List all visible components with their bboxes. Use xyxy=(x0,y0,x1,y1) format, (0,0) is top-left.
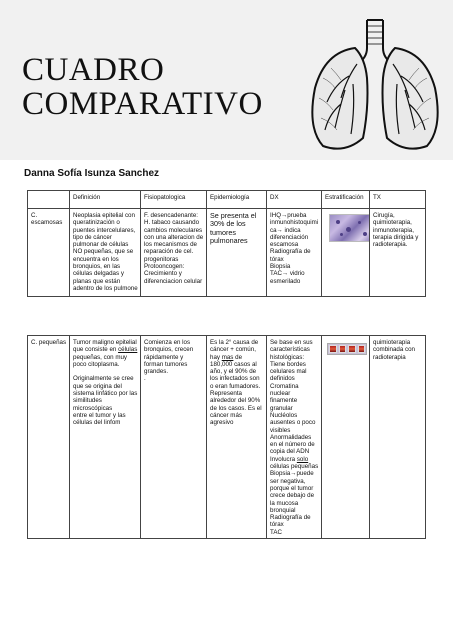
histology-image xyxy=(329,214,370,242)
author-name: Danna Sofía Isunza Sanchez xyxy=(24,168,160,179)
cell-estratificacion xyxy=(322,209,370,297)
definicion-part-b: pequeñas, con muy poco citoplasma. Originalmente se cree que se origina del sistema linfático por las similitudes microscópicas entre el tumor y las células del linfom xyxy=(73,353,138,427)
header-tx: TX xyxy=(370,191,426,209)
comparison-table-2 xyxy=(27,335,426,539)
histology-image xyxy=(327,343,367,355)
header-cell xyxy=(28,191,70,209)
header-dx: DX xyxy=(267,191,322,209)
tx-text: Cirugía, quimioterapia, inmunoterapia, terapia dirigida y radioterapia. xyxy=(373,212,419,249)
epidemiologia-text xyxy=(210,339,264,427)
definicion-text: Neoplasia epitelial con queratinización o puentes intercelulares, tipo de cáncer pulmonar de células NO pequeñas, que se encuentra en los bronquios, en las células delgadas y planas que están adentro de los pulmone xyxy=(73,212,138,292)
comparison-table-1 xyxy=(27,190,426,297)
header-epidemiologia: Epidemiología xyxy=(207,191,267,209)
definicion-part-a: Tumor maligno epitelial que consiste en xyxy=(73,339,137,354)
header-banner xyxy=(0,0,453,160)
page-title xyxy=(22,53,263,121)
epidemiologia-text: Se presenta el 30% de los tumores pulmonares xyxy=(210,211,257,246)
table-header-row xyxy=(28,191,426,209)
cell-epidemiologia xyxy=(207,209,267,297)
title-line-1: CUADRO xyxy=(22,52,165,88)
row-name: C. pequeñas xyxy=(28,336,70,539)
dx-part-b: células pequeñas Biopsia→puede ser negativa, porque el tumor crece debajo de la mucosa bronquial Radiografía de tórax TAC xyxy=(270,463,319,536)
dx-text: IHQ→prueba inmunohistoquimica→ indica diferenciación escamosa Radiografía de tórax Biopsia TAC→ vidrio esmerilado xyxy=(270,212,319,285)
cell-epidemiologia xyxy=(207,336,267,539)
fisiopatologia-text: Comienza en los bronquios, crecen rápidamente y forman tumores grandes. . xyxy=(144,339,194,383)
cell-dx xyxy=(267,209,322,297)
epidemiologia-part-b: de 180,000 casos al año, y el 90% de los infectados son o eran fumadores. Representa alrededor del 90% de los casos. Es el cáncer más agresivo xyxy=(210,353,262,427)
definicion-text xyxy=(73,339,138,427)
cell-definicion xyxy=(70,336,141,539)
cell-dx xyxy=(267,336,322,539)
cell-tx xyxy=(370,336,426,539)
row-name: C. escamosas xyxy=(28,209,70,297)
epidemiologia-underlined: mas xyxy=(221,353,234,361)
lungs-illustration-icon xyxy=(305,18,445,158)
table-row xyxy=(28,209,426,297)
dx-underlined: solo xyxy=(296,455,309,463)
header-estratificacion: Estratificación xyxy=(322,191,370,209)
cell-tx xyxy=(370,209,426,297)
dx-part-a: Se base en sus características histológicas: Tiene bordes celulares mal definidos Cromatina nuclear finamente granular Nucléolos ausentes o poco visibles Anormalidades en el número de copia del ADN Involucra xyxy=(270,339,316,463)
cell-fisiopatologia xyxy=(141,336,207,539)
header-fisiopatologia: Fisiopatologica xyxy=(141,191,207,209)
cell-fisiopatologia xyxy=(141,209,207,297)
cell-definicion xyxy=(70,209,141,297)
title-line-2: COMPARATIVO xyxy=(22,86,263,122)
tx-text: quimioterapia combinada con radioterapia xyxy=(373,339,415,361)
dx-text xyxy=(270,339,319,536)
definicion-underlined: células xyxy=(118,346,138,354)
epidemiologia-part-a: Es la 2° causa de cáncer + común, hay xyxy=(210,339,259,361)
header-definicion: Definición xyxy=(70,191,141,209)
table-row xyxy=(28,336,426,539)
cell-estratificacion xyxy=(322,336,370,539)
fisiopatologia-text: F. desencadenante: H. tabaco causando cambios moleculares con una alteracion de los mecanismos de reparación de cel. progenitoras Protooncogen: Crecimiento y diferenciacion celular xyxy=(144,212,204,285)
